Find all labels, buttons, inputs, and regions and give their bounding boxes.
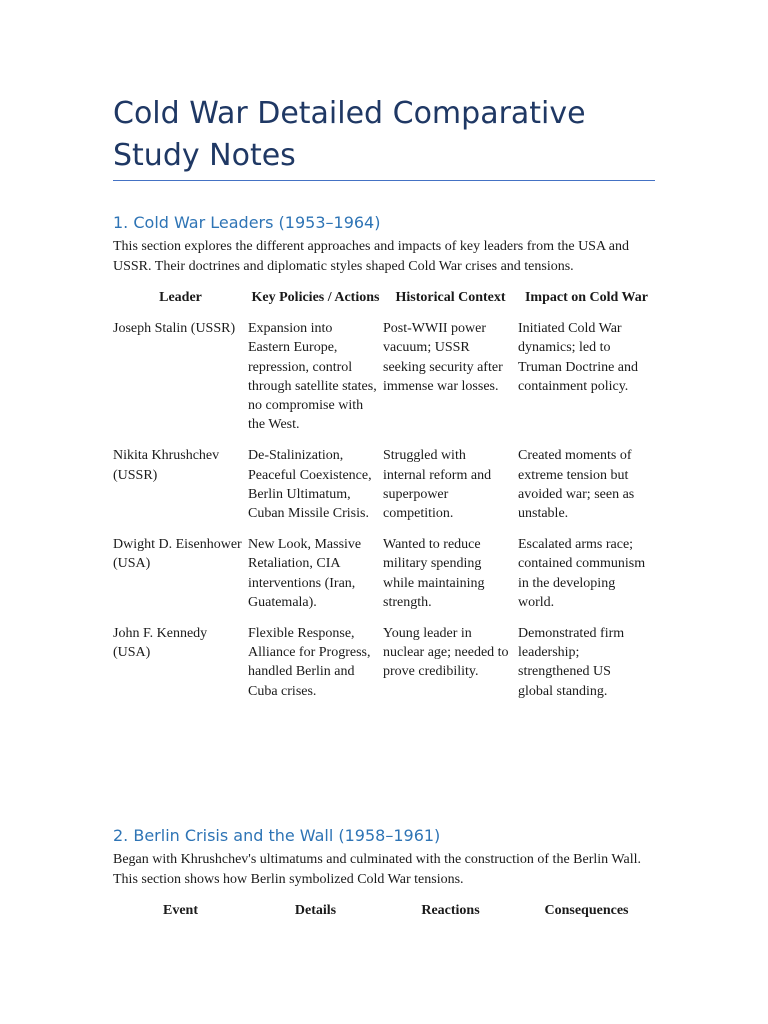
column-header: Historical Context xyxy=(395,290,506,305)
table-cell: Young leader in nuclear age; needed to prove credibility. xyxy=(383,626,509,680)
table-cell: Post-WWII power vacuum; USSR seeking security after immense war losses. xyxy=(383,321,503,394)
table-header-row xyxy=(113,288,655,319)
column-header: Reactions xyxy=(421,903,480,918)
table-cell: Initiated Cold War dynamics; led to Truman Doctrine and containment policy. xyxy=(518,321,639,394)
table-cell: Dwight D. Eisenhower (USA) xyxy=(113,537,242,572)
table-cell: Joseph Stalin (USSR) xyxy=(113,321,236,337)
table-cell: John F. Kennedy (USA) xyxy=(113,626,208,661)
section-2-intro: Began with Khrushchev's ultimatums and culminated with the construction of the Berlin Wall. This section shows how Berlin symbolized Cold War tensions. xyxy=(113,852,641,887)
column-header: Consequences xyxy=(544,903,629,918)
table-cell: Struggled with internal reform and superpower competition. xyxy=(383,448,492,522)
table-row xyxy=(113,535,655,624)
table-cell: Demonstrated firm leadership; strengthened US global standing. xyxy=(518,626,625,699)
table-cell: Flexible Response, Alliance for Progress, handled Berlin and Cuba crises. xyxy=(248,626,371,699)
table-header-row xyxy=(113,901,655,932)
column-header: Details xyxy=(294,903,337,918)
berlin-table xyxy=(113,901,655,932)
section-1-heading: 1. Cold War Leaders (1953–1964) xyxy=(113,213,381,232)
section-1-intro: This section explores the different approaches and impacts of key leaders from the USA and USSR. Their doctrines and diplomatic styles shaped Cold War crises and tensions. xyxy=(113,239,630,274)
column-header: Event xyxy=(163,903,198,918)
table-cell: Escalated arms race; contained communism in the developing world. xyxy=(518,537,646,610)
table-row xyxy=(113,446,655,535)
table-cell: Expansion into Eastern Europe, repression, control through satellite states, no compromise with the West. xyxy=(248,321,377,433)
leaders-table xyxy=(113,288,655,713)
table-cell: New Look, Massive Retaliation, CIA interventions (Iran, Guatemala). xyxy=(248,537,362,610)
table-cell: De-Stalinization, Peaceful Coexistence, Berlin Ultimatum, Cuban Missile Crisis. xyxy=(248,448,372,522)
table-cell: Created moments of extreme tension but avoided war; seen as unstable. xyxy=(518,448,635,522)
document-title: Cold War Detailed Comparative Study Notes xyxy=(113,96,586,173)
section-2-heading: 2. Berlin Crisis and the Wall (1958–1961) xyxy=(113,826,441,845)
table-cell: Nikita Khrushchev (USSR) xyxy=(113,448,220,483)
table-cell: Wanted to reduce military spending while maintaining strength. xyxy=(383,537,485,610)
title-underline xyxy=(113,180,655,181)
table-row xyxy=(113,624,655,713)
column-header: Leader xyxy=(159,290,202,305)
table-row xyxy=(113,319,655,446)
column-header: Key Policies / Actions xyxy=(251,290,380,305)
column-header: Impact on Cold War xyxy=(524,290,649,305)
